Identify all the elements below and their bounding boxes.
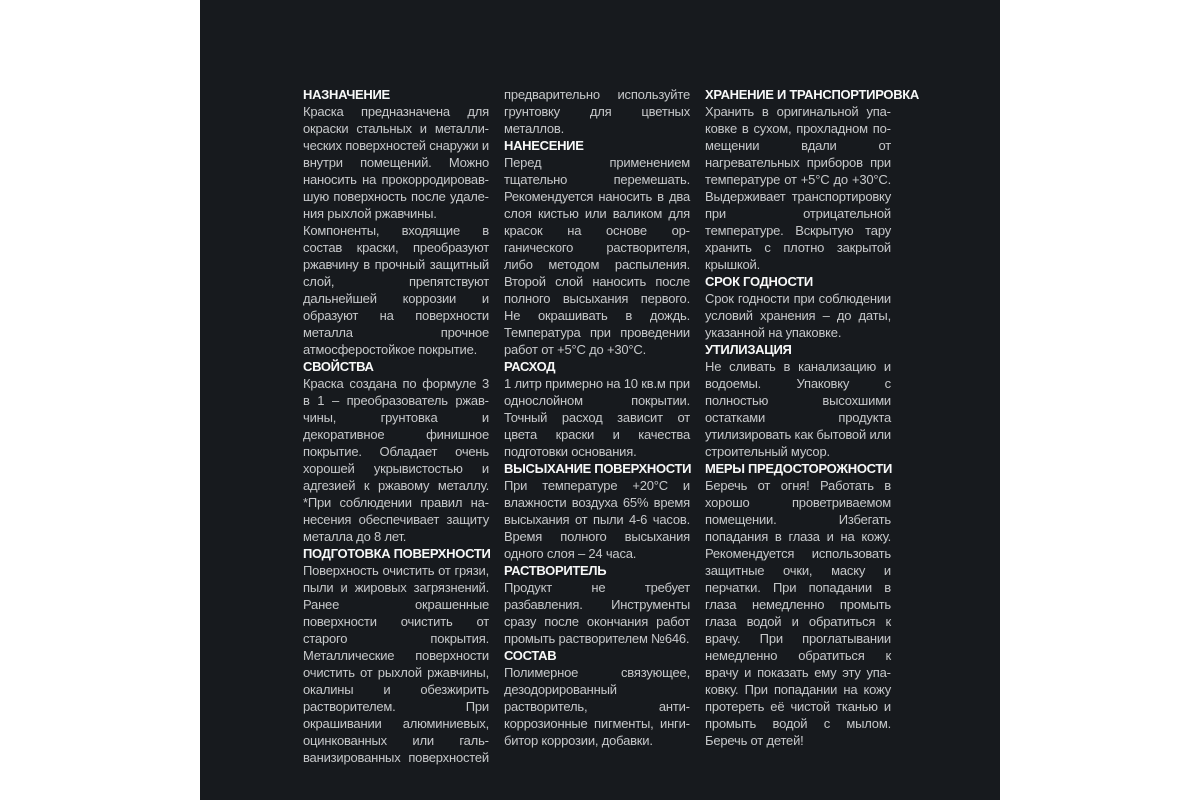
- section-paragraph: Хранить в оригинальной упаковке в сухом, прохладном помещении вдали от нагревательных приборов при температуре от +5°С до +30°С. Выдерживает транспортировку при отрицательной температуре. Вскрытую тару хранить с плотно закрытой крышкой.: [705, 104, 891, 272]
- section-heading: РАСХОД: [504, 359, 556, 374]
- section-heading: НАНЕСЕНИЕ: [504, 138, 584, 153]
- section-paragraph: Поверхность очистить от грязи, пыли и жировых загрязнений. Ранее окрашенные поверхности очистить от старого покрытия. Металлические поверхности очистить от рыхлой ржавчины, окалины и обезжирить растворителем. При окрашивании алюминиевых, оцинкованных или гальванизированных поверхностей: [303, 563, 489, 765]
- section-heading: УТИЛИЗАЦИЯ: [705, 342, 792, 357]
- section-paragraph: Краска создана по формуле 3 в 1 – преобразователь ржавчины, грунтовка и декоративное финишное покрытие. Обладает очень хорошей укрывистостью и адгезией к ржавому металлу. *При соблюдении правил нанесения обеспечивает защиту металла до 8 лет.: [303, 376, 489, 544]
- section-heading: ПОДГОТОВКА ПОВЕРХНОСТИ: [303, 546, 491, 561]
- product-label-photo: [200, 0, 1000, 800]
- section-paragraph: Продукт не требует разбавления. Инструменты сразу после окончания работ промыть растворителем №646.: [504, 580, 690, 646]
- section-paragraph: Срок годности при соблюдении условий хранения – до даты, указанной на упаковке.: [705, 291, 891, 340]
- label-column-3: [705, 86, 920, 766]
- section-heading: МЕРЫ ПРЕДОСТОРОЖНОСТИ: [705, 461, 893, 476]
- section-paragraph: Беречь от огня! Работать в хорошо проветриваемом помещении. Избегать попадания в глаза и на кожу. Рекомендуется использовать защитные очки, маску и перчатки. При попадании в глаза немедленно промыть глаза водой и обратиться к врачу. При проглатывании немедленно обратиться к врачу и показать ему эту упаковку. При попадании на кожу протереть её чистой тканью и промыть водой с мылом. Беречь от детей!: [705, 478, 891, 748]
- section-paragraph: Компоненты, входящие в состав краски, преобразуют ржавчину в прочный защитный слой, препятствуют дальнейшей коррозии и образуют на поверхности металла прочное атмосферостойкое покрытие.: [303, 223, 489, 357]
- label-column-2: [504, 86, 690, 766]
- section-heading: СРОК ГОДНОСТИ: [705, 274, 813, 289]
- section-heading: ВЫСЫХАНИЕ ПОВЕРХНОСТИ: [504, 461, 692, 476]
- section-heading: ХРАНЕНИЕ И ТРАНСПОРТИРОВКА: [705, 87, 920, 102]
- section-paragraph: предварительно используйте грунтовку для цветных металлов.: [504, 87, 690, 136]
- section-paragraph: 1 литр примерно на 10 кв.м при однослойном покрытии. Точный расход зависит от цвета краски и качества подготовки основания.: [504, 376, 690, 459]
- label-text-block: [303, 86, 920, 766]
- section-heading: НАЗНАЧЕНИЕ: [303, 87, 390, 102]
- section-heading: СОСТАВ: [504, 648, 557, 663]
- section-paragraph: Полимерное связующее, дезодорированный растворитель, антикоррозионные пигменты, ингибитор коррозии, добавки.: [504, 665, 690, 748]
- section-paragraph: При температуре +20°С и влажности воздуха 65% время высыхания от пыли 4-6 часов. Время полного высыхания одного слоя – 24 часа.: [504, 478, 690, 561]
- section-paragraph: Перед применением тщательно перемешать. Рекомендуется наносить в два слоя кистью или валиком для красок на основе органического растворителя, либо методом распыления. Второй слой наносить после полного высыхания первого. Не окрашивать в дождь. Температура при проведении работ от +5°С до +30°С.: [504, 155, 690, 357]
- label-column-1: [303, 86, 489, 766]
- section-paragraph: Не сливать в канализацию и водоемы. Упаковку с полностью высохшими остатками продукта утилизировать как бытовой или строительный мусор.: [705, 359, 891, 459]
- section-paragraph: Краска предназначена для окраски стальных и металлических поверхностей снаружи и внутри помещений. Можно наносить на прокорродировавшую поверхность после удаления рыхлой ржавчины.: [303, 104, 489, 221]
- section-heading: РАСТВОРИТЕЛЬ: [504, 563, 607, 578]
- section-heading: СВОЙСТВА: [303, 359, 374, 374]
